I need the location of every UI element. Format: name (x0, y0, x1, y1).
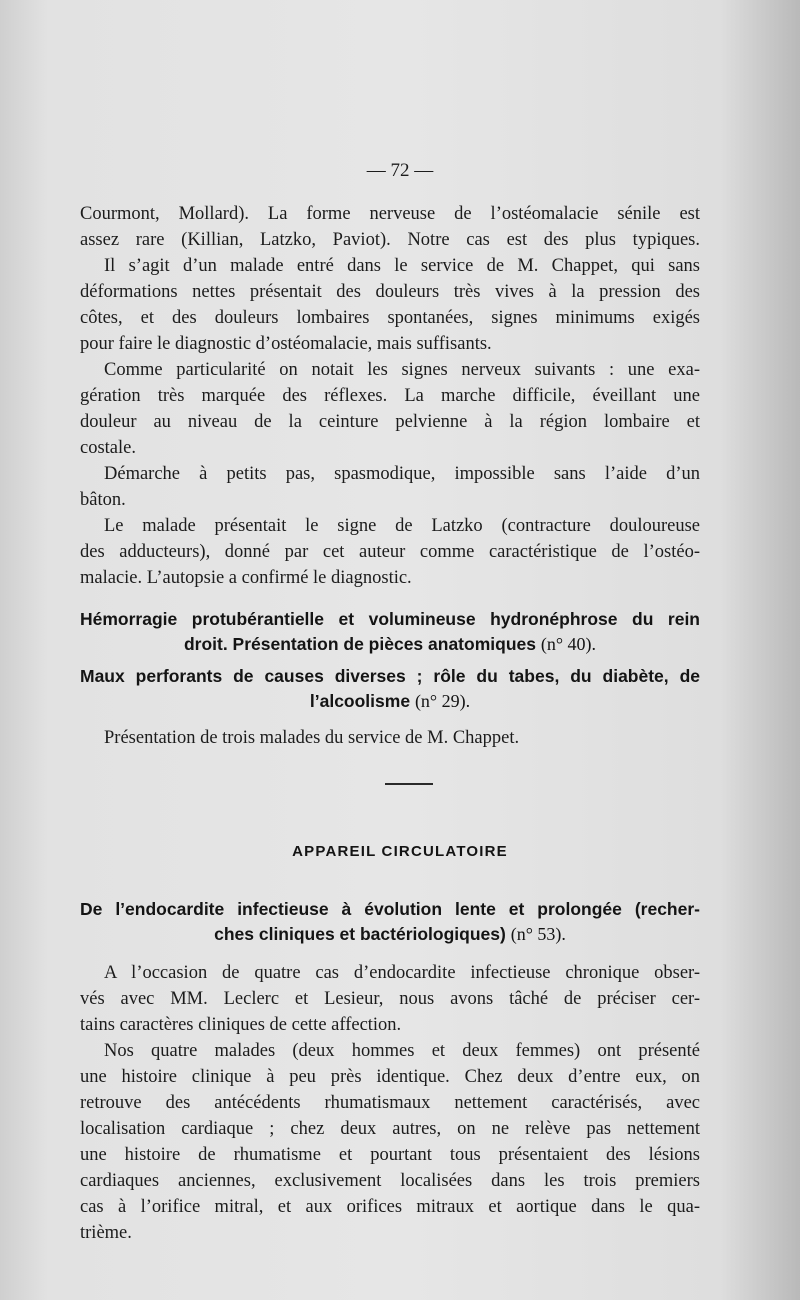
text-line: A l’occasion de quatre cas d’endocardite infectieuse chronique obser- (104, 963, 700, 983)
text-line: assez rare (Killian, Latzko, Paviot). Notre cas est des plus typiques. (80, 230, 700, 250)
text-line: des adducteurs), donné par cet auteur comme caractéristique de l’ostéo- (80, 542, 700, 562)
horizontal-rule (385, 783, 433, 785)
text-line: tains caractères cliniques de cette affection. (80, 1015, 402, 1035)
text-line: gération très marquée des réflexes. La marche difficile, éveillant une (80, 386, 700, 406)
heading-maux-line2 (80, 689, 700, 714)
heading-maux-line1: Maux perforants de causes diverses ; rôle du tabes, du diabète, de (80, 666, 700, 686)
heading-text: l’alcoolisme (309, 691, 411, 711)
text-line: déformations nettes présentait des douleurs très vives à la pression des (80, 282, 700, 302)
text-line: Démarche à petits pas, spasmodique, impossible sans l’aide d’un (104, 464, 700, 484)
text-line: localisation cardiaque ; chez deux autres, on ne relève pas nettement (80, 1119, 700, 1139)
heading-hemorragie-line1: Hémorragie protubérantielle et volumineuse hydronéphrose du rein (80, 609, 700, 629)
text-line: côtes, et des douleurs lombaires spontanées, signes minimums exigés (80, 308, 700, 328)
text-line: malacie. L’autopsie a confirmé le diagnostic. (80, 568, 412, 588)
heading-text: droit. Présentation de pièces anatomiques (183, 634, 536, 654)
text-line: Nos quatre malades (deux hommes et deux femmes) ont présenté (104, 1041, 700, 1061)
heading-hemorragie-line2 (80, 632, 700, 657)
text-line: costale. (80, 438, 136, 458)
presentation-line: Présentation de trois malades du service de M. Chappet. (104, 728, 520, 748)
text-line: Le malade présentait le signe de Latzko (contracture douloureuse (104, 516, 700, 536)
reference-number: (n° 40). (540, 634, 597, 654)
text-line: trième. (80, 1223, 132, 1243)
heading-endocardite-line1: De l’endocardite infectieuse à évolution lente et prolongée (recher- (80, 899, 700, 919)
text-line: Il s’agit d’un malade entré dans le service de M. Chappet, qui sans (104, 256, 700, 276)
text-line: bâton. (80, 490, 126, 510)
page-number: — 72 — (366, 160, 434, 181)
text-line: une histoire de rhumatisme et pourtant tous présentaient des lésions (80, 1145, 700, 1165)
reference-number: (n° 53). (510, 924, 566, 944)
section-title: APPAREIL CIRCULATOIRE (292, 843, 508, 860)
text-line: Comme particularité on notait les signes nerveux suivants : une exa- (104, 360, 700, 380)
text-line: vés avec MM. Leclerc et Lesieur, nous avons tâché de préciser cer- (80, 989, 700, 1009)
text-line: Courmont, Mollard). La forme nerveuse de l’ostéomalacie sénile est (80, 204, 700, 224)
heading-endocardite-line2 (80, 922, 700, 947)
reference-number: (n° 29). (414, 691, 471, 711)
text-line: cardiaques anciennes, exclusivement localisées dans les trois premiers (80, 1171, 700, 1191)
heading-text: ches cliniques et bactériologiques) (214, 924, 506, 944)
text-line: une histoire clinique à peu près identique. Chez deux d’entre eux, on (80, 1067, 700, 1087)
text-line: cas à l’orifice mitral, et aux orifices mitraux et aortique dans le qua- (80, 1197, 700, 1217)
text-line: retrouve des antécédents rhumatismaux nettement caractérisés, avec (80, 1093, 700, 1113)
text-line: pour faire le diagnostic d’ostéomalacie, mais suffisants. (80, 334, 492, 354)
text-line: douleur au niveau de la ceinture pelvienne à la région lombaire et (80, 412, 700, 432)
